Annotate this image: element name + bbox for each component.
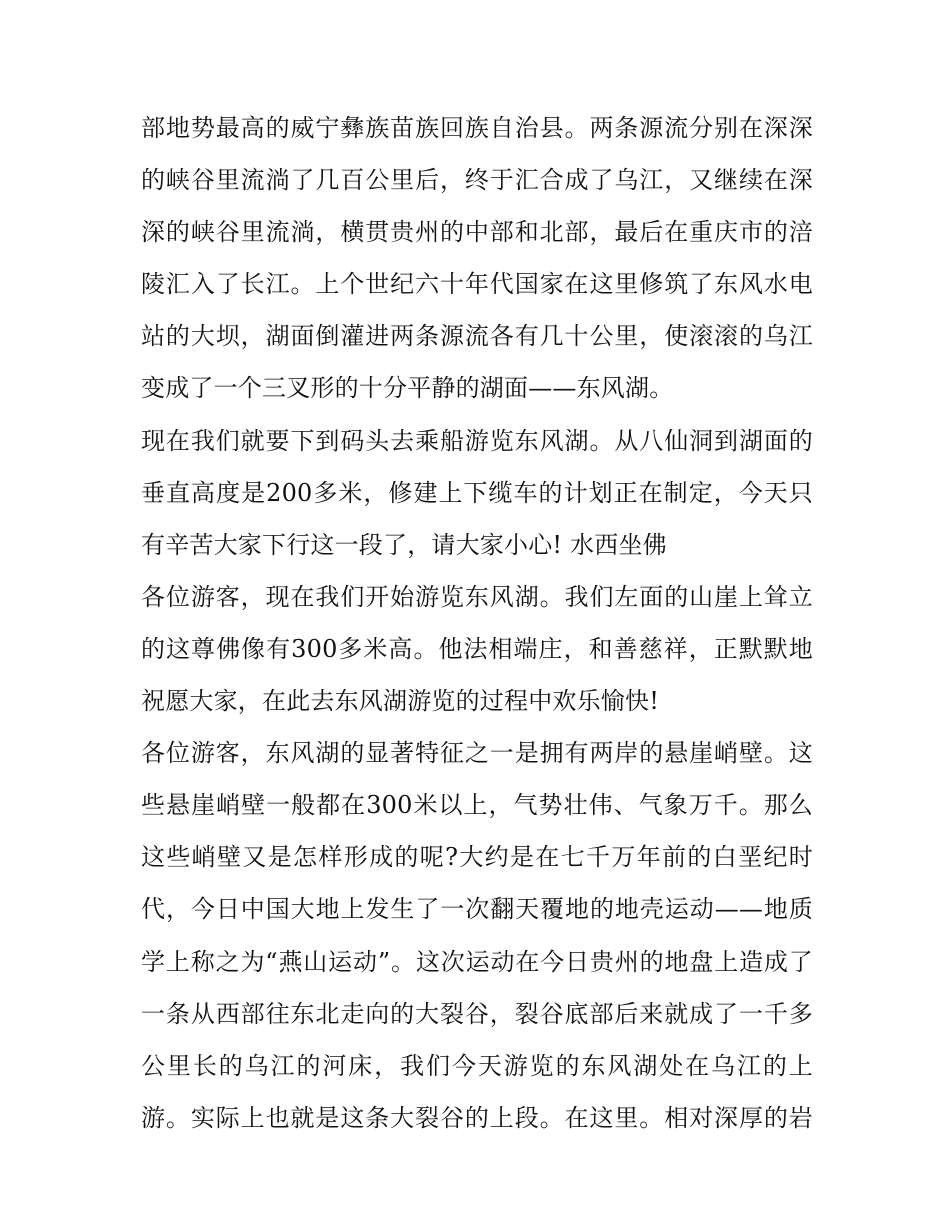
text-line-17: 学上称之为“燕山运动”。这次运动在今日贵州的地盘上造成了	[141, 947, 813, 976]
document-body	[141, 102, 813, 1144]
text-line-3: 深的峡谷里流淌，横贯贵州的中部和北部，最后在重庆市的涪	[141, 218, 813, 247]
text-line-8: 垂直高度是200多米，修建上下缆车的计划正在制定，今天只	[141, 478, 813, 507]
text-line-11: 的这尊佛像有300多米高。他法相端庄，和善慈祥，正默默地	[141, 634, 813, 663]
text-line-15: 这些峭壁又是怎样形成的呢?大约是在七千万年前的白垩纪时	[141, 843, 813, 872]
text-line-9: 有辛苦大家下行这一段了，请大家小心! 水西坐佛	[141, 530, 667, 559]
text-line-7: 现在我们就要下到码头去乘船游览东风湖。从八仙洞到湖面的	[141, 426, 813, 455]
text-line-4: 陵汇入了长江。上个世纪六十年代国家在这里修筑了东风水电	[141, 270, 813, 299]
text-line-16: 代，今日中国大地上发生了一次翻天覆地的地壳运动——地质	[141, 895, 813, 924]
text-line-12: 祝愿大家，在此去东风湖游览的过程中欢乐愉快!	[141, 687, 660, 716]
text-line-19: 公里长的乌江的河床，我们今天游览的东风湖处在乌江的上	[141, 1051, 813, 1080]
text-line-5: 站的大坝，湖面倒灌进两条源流各有几十公里，使滚滚的乌江	[141, 322, 813, 351]
text-line-13: 各位游客，东风湖的显著特征之一是拥有两岸的悬崖峭壁。这	[141, 739, 813, 768]
text-line-18: 一条从西部往东北走向的大裂谷，裂谷底部后来就成了一千多	[141, 999, 813, 1028]
text-line-1: 部地势最高的威宁彝族苗族回族自治县。两条源流分别在深深	[141, 114, 813, 142]
text-line-6: 变成了一个三叉形的十分平静的湖面——东风湖。	[141, 374, 674, 403]
text-line-20: 游。实际上也就是这条大裂谷的上段。在这里。相对深厚的岩	[141, 1103, 813, 1132]
text-line-10: 各位游客，现在我们开始游览东风湖。我们左面的山崖上耸立	[141, 582, 813, 611]
text-line-14: 些悬崖峭壁一般都在300米以上，气势壮伟、气象万千。那么	[141, 791, 813, 820]
text-line-2: 的峡谷里流淌了几百公里后，终于汇合成了乌江，又继续在深	[141, 166, 813, 195]
